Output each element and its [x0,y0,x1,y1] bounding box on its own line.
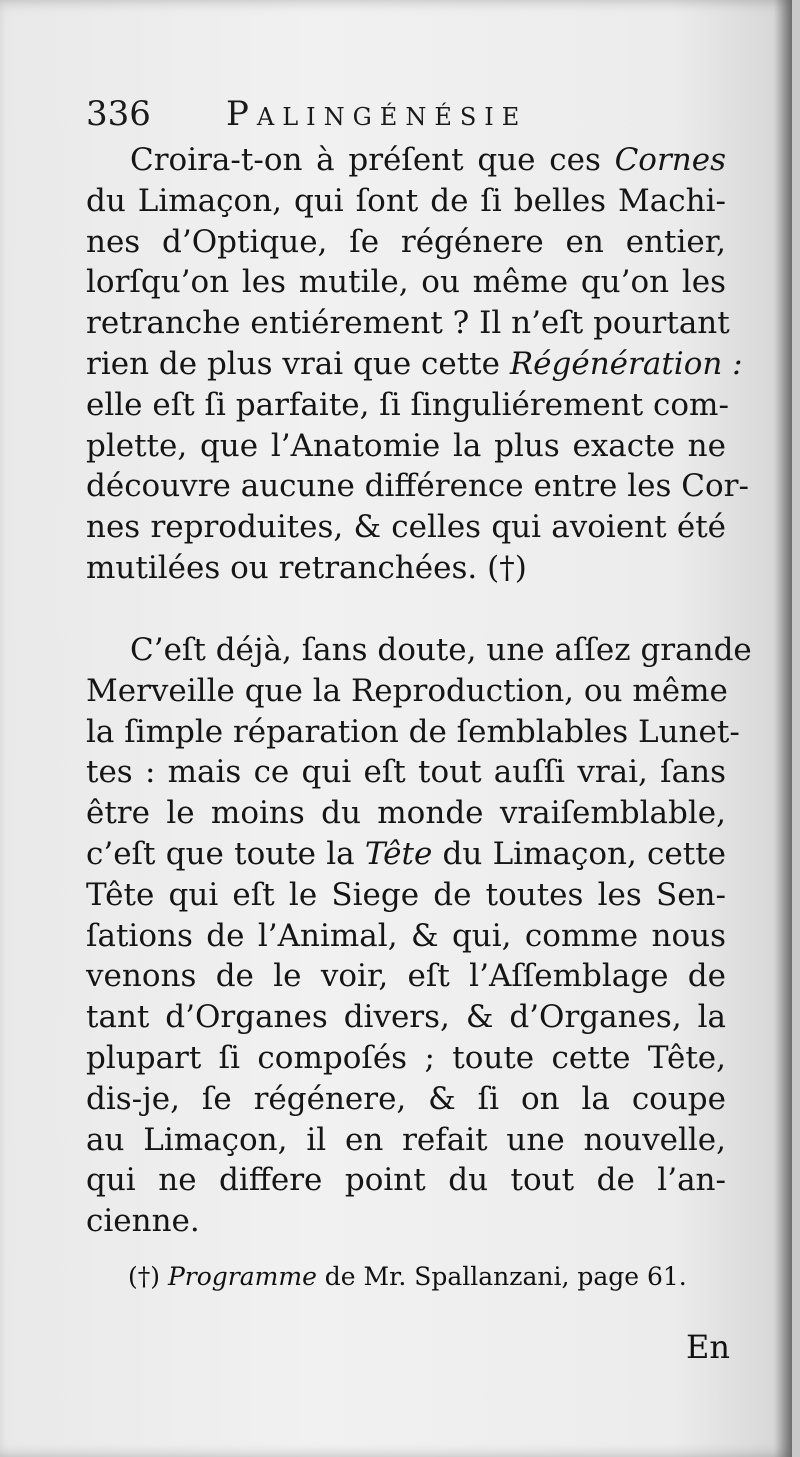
text-line: c’eſt que toute la Tête du Limaçon, cette [86,835,726,872]
paragraph-1 [86,140,749,589]
text-line: elle eſt ſi parfaite, ſi ſinguliérement com- [86,386,729,423]
page-number: 336 [86,94,151,134]
text-line: nes d’Optique, ſe régénere en entier, [86,223,726,260]
text-line: C’eſt déjà, ſans doute, une aſſez grande [130,632,752,668]
footnote-title: Programme [167,1262,317,1291]
text-line: Tête qui eſt le Siege de toutes les Sen- [86,876,726,913]
text-line: découvre aucune différence entre les Cor- [86,468,749,505]
text-line: lorſqu’on les mutile, ou même qu’on les [86,264,726,301]
footnote-text: de Mr. Spallanzani, page 61. [316,1262,687,1291]
text-line: tant d’Organes divers, & d’Organes, la [86,999,726,1036]
text-line: au Limaçon, il en refait une nouvelle, [86,1121,726,1158]
text-line: la ſimple réparation de ſemblables Lunet- [86,713,740,750]
text-line: ſations de l’Animal, & qui, comme nous [86,917,726,954]
text-line: cienne. [86,1203,200,1240]
text-line: venons de le voir, eſt l’Aſſemblage de [86,958,726,995]
text-line: Merveille que la Reproduction, ou même [86,672,728,709]
footnote [128,1262,688,1291]
text-line: qui ne differe point du tout de l’an- [86,1162,726,1199]
text-line: du Limaçon, qui ſont de ſi belles Machi- [86,182,726,219]
text-line: tes : mais ce qui eſt tout auſſi vrai, ſans [86,754,726,791]
catchword: En [686,1328,730,1366]
text-line: Croira-t-on à préſent que ces Cornes [130,142,726,178]
page-header [86,94,726,140]
text-line: plupart ſi compoſés ; toute cette Tête, [86,1039,726,1076]
paragraph-2 [86,630,752,1242]
text-line: rien de plus vrai que cette Régénération : [86,345,743,382]
text-line: être le moins du monde vraiſemblable, [86,795,726,832]
text-line: mutilées ou retranchées. (†) [86,549,527,586]
text-line: dis-je, ſe régénere, & ſi on la coupe [86,1080,726,1117]
footnote-mark: (†) [128,1262,161,1291]
text-line: plette, que l’Anatomie la plus exacte ne [86,427,726,464]
text-line: nes reproduites, & celles qui avoient été [86,509,726,546]
running-head: Palingénésie [226,94,528,134]
text-line: retranche entiérement ? Il n’eſt pourtant [86,305,730,342]
